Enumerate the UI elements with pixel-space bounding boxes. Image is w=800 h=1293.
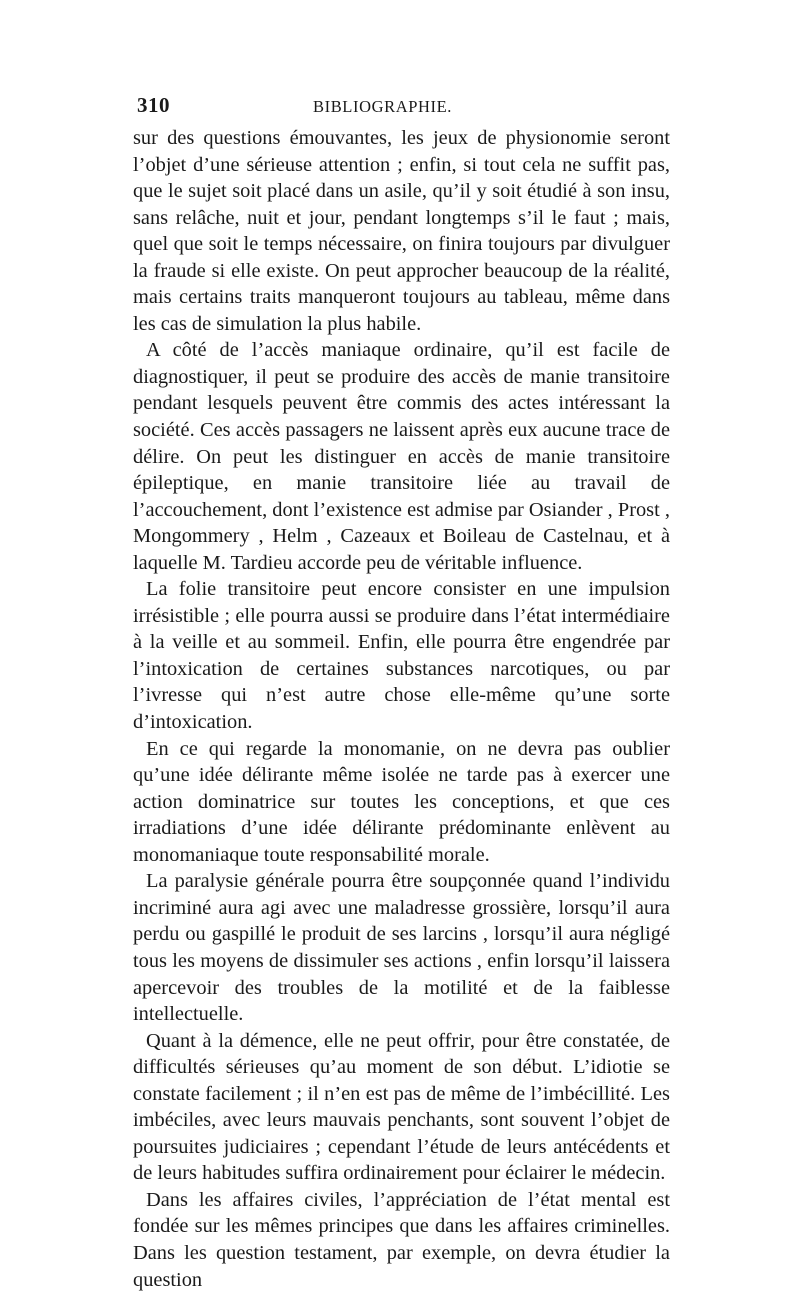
paragraph: La paralysie générale pourra être soupçonnée quand l’individu incriminé aura agi avec une maladresse grossière, lorsqu’il aura perdu ou gaspillé le produit de ses larcins , lorsqu’il aura négligé tous les moyens de dissimuler ses actions , enfin lorsqu’il laissera apercevoir des troubles de la motilité et de la faiblesse intellectuelle. [133,870,670,1026]
paragraph: Quant à la démence, elle ne peut offrir, pour être constatée, de difficultés sérieuses qu’au moment de son début. L’idiotie se constate facilement ; il n’en est pas de même de l’imbécillité. Les imbéciles, avec leurs mauvais penchants, sont souvent l’objet de poursuites judiciaires ; cependant l’étude de leurs antécédents et de leurs habitudes suffira ordinairement pour éclairer le médecin. [133,1029,670,1185]
page-number: 310 [137,93,170,117]
running-head: BIBLIOGRAPHIE. [313,97,453,116]
paragraph: sur des questions émouvantes, les jeux de physionomie seront l’objet d’une sérieuse attention ; enfin, si tout cela ne suffit pas, que le sujet soit placé dans un asile, qu’il y soit étudié à son insu, sans relâche, nuit et jour, pendant longtemps s’il le faut ; mais, quel que soit le temps nécessaire, on finira toujours par divulguer la fraude si elle existe. On peut approcher beaucoup de la réalité, mais certains traits manqueront toujours au tableau, même dans les cas de simulation la plus habile. [133,127,670,335]
page-header [133,93,670,123]
paragraph: En ce qui regarde la monomanie, on ne devra pas oublier qu’une idée délirante même isolée ne tarde pas à exercer une action dominatrice sur toutes les conceptions, et que ces irradiations d’une idée délirante prédominante enlèvent au monomaniaque toute responsabilité morale. [133,737,670,866]
body-text [133,125,670,1293]
paragraph: A côté de l’accès maniaque ordinaire, qu’il est facile de diagnostiquer, il peut se produire des accès de manie transitoire pendant lesquels peuvent être commis des actes intéressant la société. Ces accès passagers ne laissent après eux aucune trace de délire. On peut les distinguer en accès de manie transitoire épileptique, en manie transitoire liée au travail de l’accouchement, dont l’existence est admise par Osiander , Prost , Mongommery , Helm , Cazeaux et Boileau de Castelnau, et à laquelle M. Tardieu accorde peu de véritable influence. [133,339,670,574]
paragraph: La folie transitoire peut encore consister en une impulsion irrésistible ; elle pourra aussi se produire dans l’état intermédiaire à la veille et au sommeil. Enfin, elle pourra être engendrée par l’intoxication de certaines substances narcotiques, ou par l’ivresse qui n’est autre chose elle-même qu’une sorte d’intoxication. [133,578,670,734]
paragraph: Dans les affaires civiles, l’appréciation de l’état mental est fondée sur les mêmes principes que dans les affaires criminelles. Dans les question testament, par exemple, on devra étudier la question [133,1188,670,1291]
book-page [133,93,670,1293]
